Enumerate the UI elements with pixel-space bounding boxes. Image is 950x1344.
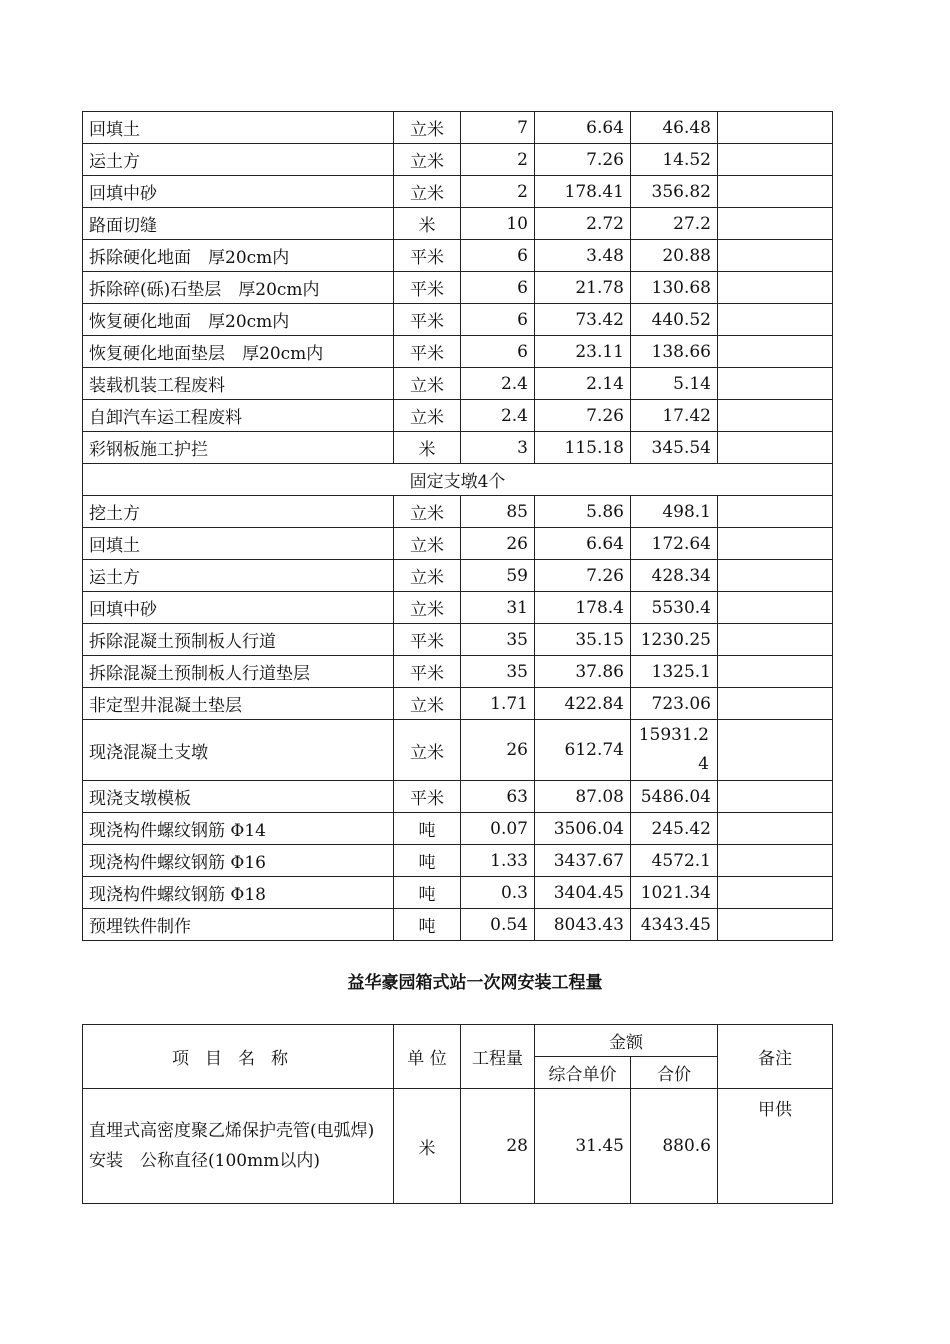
cell-total: 4343.45 (631, 909, 718, 941)
cell-total: 138.66 (631, 336, 718, 368)
cell-name: 恢复硬化地面垫层 厚20cm内 (83, 336, 394, 368)
cell-price: 31.45 (535, 1089, 631, 1204)
cell-remark (718, 720, 833, 781)
cell-name: 现浇支墩模板 (83, 781, 394, 813)
cell-qty: 26 (461, 528, 535, 560)
cell-unit: 立米 (394, 688, 461, 720)
cell-price: 23.11 (535, 336, 631, 368)
cell-total: 880.6 (631, 1089, 718, 1204)
cell-price: 115.18 (535, 432, 631, 464)
cell-name: 预埋铁件制作 (83, 909, 394, 941)
table-row (83, 592, 833, 624)
cell-total: 345.54 (631, 432, 718, 464)
cell-unit: 吨 (394, 813, 461, 845)
cell-total: 1230.25 (631, 624, 718, 656)
table-body-a (83, 112, 833, 464)
cell-unit: 立米 (394, 592, 461, 624)
section-heading: 益华豪园箱式站一次网安装工程量 (347, 973, 603, 993)
cell-name: 拆除硬化地面 厚20cm内 (83, 240, 394, 272)
cell-qty: 35 (461, 656, 535, 688)
cell-remark (718, 176, 833, 208)
cell-price: 35.15 (535, 624, 631, 656)
cell-name: 拆除碎(砾)石垫层 厚20cm内 (83, 272, 394, 304)
cell-unit: 立米 (394, 560, 461, 592)
cell-unit: 立米 (394, 144, 461, 176)
cell-name: 恢复硬化地面 厚20cm内 (83, 304, 394, 336)
cell-price: 178.41 (535, 176, 631, 208)
cell-remark (718, 656, 833, 688)
section-row-group (83, 464, 833, 496)
header-qty: 工程量 (461, 1025, 535, 1089)
cell-remark: 甲供 (718, 1089, 833, 1204)
cell-remark (718, 240, 833, 272)
cell-total: 27.2 (631, 208, 718, 240)
header-remark: 备注 (718, 1025, 833, 1089)
cell-total: 130.68 (631, 272, 718, 304)
cell-qty: 7 (461, 112, 535, 144)
cell-price: 8043.43 (535, 909, 631, 941)
table-row (83, 336, 833, 368)
cell-unit: 平米 (394, 656, 461, 688)
cell-total: 14.52 (631, 144, 718, 176)
cell-total: 5.14 (631, 368, 718, 400)
cell-name: 回填土 (83, 528, 394, 560)
cell-qty: 0.3 (461, 877, 535, 909)
cell-remark (718, 909, 833, 941)
table-row (83, 813, 833, 845)
table-row (83, 432, 833, 464)
cell-unit: 米 (394, 208, 461, 240)
cell-qty: 6 (461, 240, 535, 272)
cell-remark (718, 304, 833, 336)
cell-unit: 立米 (394, 368, 461, 400)
cell-price: 37.86 (535, 656, 631, 688)
table-row (83, 368, 833, 400)
cell-total: 4572.1 (631, 845, 718, 877)
cell-name: 彩钢板施工护拦 (83, 432, 394, 464)
cell-name: 拆除混凝土预制板人行道 (83, 624, 394, 656)
cell-remark (718, 845, 833, 877)
table-row (83, 528, 833, 560)
cell-qty: 35 (461, 624, 535, 656)
header-name: 项目名称 (83, 1025, 394, 1089)
cell-name: 运土方 (83, 560, 394, 592)
table-row (83, 176, 833, 208)
cell-name: 装载机装工程废料 (83, 368, 394, 400)
table-row (83, 845, 833, 877)
cell-remark (718, 688, 833, 720)
cell-remark (718, 624, 833, 656)
cell-qty: 31 (461, 592, 535, 624)
cell-price: 2.14 (535, 368, 631, 400)
cell-total: 46.48 (631, 112, 718, 144)
cell-price: 3437.67 (535, 845, 631, 877)
cell-price: 3506.04 (535, 813, 631, 845)
cell-unit: 吨 (394, 909, 461, 941)
header-row (83, 1025, 833, 1057)
cell-price: 5.86 (535, 496, 631, 528)
table-row (83, 560, 833, 592)
cell-qty: 0.54 (461, 909, 535, 941)
cell-unit: 吨 (394, 877, 461, 909)
cell-remark (718, 877, 833, 909)
cell-unit: 立米 (394, 400, 461, 432)
cell-qty: 3 (461, 432, 535, 464)
cell-total: 245.42 (631, 813, 718, 845)
cell-price: 178.4 (535, 592, 631, 624)
cell-remark (718, 432, 833, 464)
cell-qty: 85 (461, 496, 535, 528)
cell-price: 3.48 (535, 240, 631, 272)
cell-unit: 吨 (394, 845, 461, 877)
cell-total: 15931.24 (631, 720, 718, 781)
cell-qty: 2.4 (461, 400, 535, 432)
cell-unit: 平米 (394, 272, 461, 304)
install-table (82, 1024, 833, 1204)
cell-qty: 6 (461, 272, 535, 304)
cell-name: 现浇构件螺纹钢筋 Φ14 (83, 813, 394, 845)
table-row (83, 112, 833, 144)
cell-qty: 1.71 (461, 688, 535, 720)
quantity-table (82, 111, 833, 941)
cell-qty: 10 (461, 208, 535, 240)
cell-qty: 2.4 (461, 368, 535, 400)
cell-unit: 米 (394, 432, 461, 464)
cell-qty: 2 (461, 176, 535, 208)
cell-qty: 28 (461, 1089, 535, 1204)
cell-price: 87.08 (535, 781, 631, 813)
cell-price: 21.78 (535, 272, 631, 304)
cell-name: 现浇构件螺纹钢筋 Φ16 (83, 845, 394, 877)
cell-remark (718, 496, 833, 528)
cell-price: 7.26 (535, 144, 631, 176)
cell-price: 7.26 (535, 400, 631, 432)
header-unit: 单 位 (394, 1025, 461, 1089)
table-body-b (83, 496, 833, 941)
cell-unit: 立米 (394, 720, 461, 781)
table-row (83, 272, 833, 304)
cell-price: 3404.45 (535, 877, 631, 909)
header-price: 综合单价 (535, 1057, 631, 1089)
cell-name: 现浇混凝土支墩 (83, 720, 394, 781)
cell-total: 428.34 (631, 560, 718, 592)
cell-remark (718, 400, 833, 432)
cell-name: 非定型井混凝土垫层 (83, 688, 394, 720)
cell-price: 7.26 (535, 560, 631, 592)
cell-price: 2.72 (535, 208, 631, 240)
cell-unit: 立米 (394, 528, 461, 560)
cell-name: 现浇构件螺纹钢筋 Φ18 (83, 877, 394, 909)
cell-name: 回填中砂 (83, 176, 394, 208)
cell-remark (718, 112, 833, 144)
cell-qty: 2 (461, 144, 535, 176)
table-row (83, 304, 833, 336)
cell-unit: 平米 (394, 336, 461, 368)
table-row (83, 144, 833, 176)
cell-price: 73.42 (535, 304, 631, 336)
cell-total: 723.06 (631, 688, 718, 720)
table-row (83, 877, 833, 909)
header-amount: 金额 (535, 1025, 718, 1057)
table-row (83, 624, 833, 656)
cell-total: 5486.04 (631, 781, 718, 813)
cell-unit: 立米 (394, 176, 461, 208)
cell-qty: 1.33 (461, 845, 535, 877)
table-row (83, 400, 833, 432)
cell-price: 612.74 (535, 720, 631, 781)
cell-remark (718, 813, 833, 845)
cell-remark (718, 781, 833, 813)
cell-total: 1021.34 (631, 877, 718, 909)
cell-unit: 立米 (394, 496, 461, 528)
table-row (83, 208, 833, 240)
cell-name: 回填中砂 (83, 592, 394, 624)
section-row (83, 464, 833, 496)
cell-total: 498.1 (631, 496, 718, 528)
cell-price: 422.84 (535, 688, 631, 720)
cell-qty: 6 (461, 336, 535, 368)
cell-price: 6.64 (535, 528, 631, 560)
cell-unit: 米 (394, 1089, 461, 1204)
cell-name: 挖土方 (83, 496, 394, 528)
cell-price: 6.64 (535, 112, 631, 144)
cell-qty: 59 (461, 560, 535, 592)
cell-total: 356.82 (631, 176, 718, 208)
cell-remark (718, 560, 833, 592)
cell-total: 172.64 (631, 528, 718, 560)
cell-remark (718, 208, 833, 240)
cell-name: 路面切缝 (83, 208, 394, 240)
cell-remark (718, 144, 833, 176)
cell-remark (718, 592, 833, 624)
cell-total: 5530.4 (631, 592, 718, 624)
cell-unit: 平米 (394, 240, 461, 272)
cell-total: 20.88 (631, 240, 718, 272)
cell-total: 440.52 (631, 304, 718, 336)
cell-qty: 63 (461, 781, 535, 813)
table-row (83, 909, 833, 941)
cell-remark (718, 368, 833, 400)
table-row (83, 496, 833, 528)
header-total: 合价 (631, 1057, 718, 1089)
cell-name: 回填土 (83, 112, 394, 144)
cell-unit: 平米 (394, 624, 461, 656)
table-row (83, 240, 833, 272)
cell-name: 运土方 (83, 144, 394, 176)
cell-total: 17.42 (631, 400, 718, 432)
cell-name: 直埋式高密度聚乙烯保护壳管(电弧焊)安装 公称直径(100mm以内) (83, 1089, 394, 1204)
cell-name: 自卸汽车运工程废料 (83, 400, 394, 432)
cell-qty: 6 (461, 304, 535, 336)
table-row (83, 720, 833, 781)
cell-unit: 立米 (394, 112, 461, 144)
section-title: 固定支墩4个 (83, 464, 833, 496)
cell-qty: 26 (461, 720, 535, 781)
table-row (83, 688, 833, 720)
cell-unit: 平米 (394, 781, 461, 813)
cell-qty: 0.07 (461, 813, 535, 845)
table-row (83, 656, 833, 688)
cell-total: 1325.1 (631, 656, 718, 688)
cell-remark (718, 336, 833, 368)
table-row (83, 781, 833, 813)
cell-remark (718, 272, 833, 304)
cell-remark (718, 528, 833, 560)
cell-name: 拆除混凝土预制板人行道垫层 (83, 656, 394, 688)
table-row (83, 1089, 833, 1204)
cell-unit: 平米 (394, 304, 461, 336)
